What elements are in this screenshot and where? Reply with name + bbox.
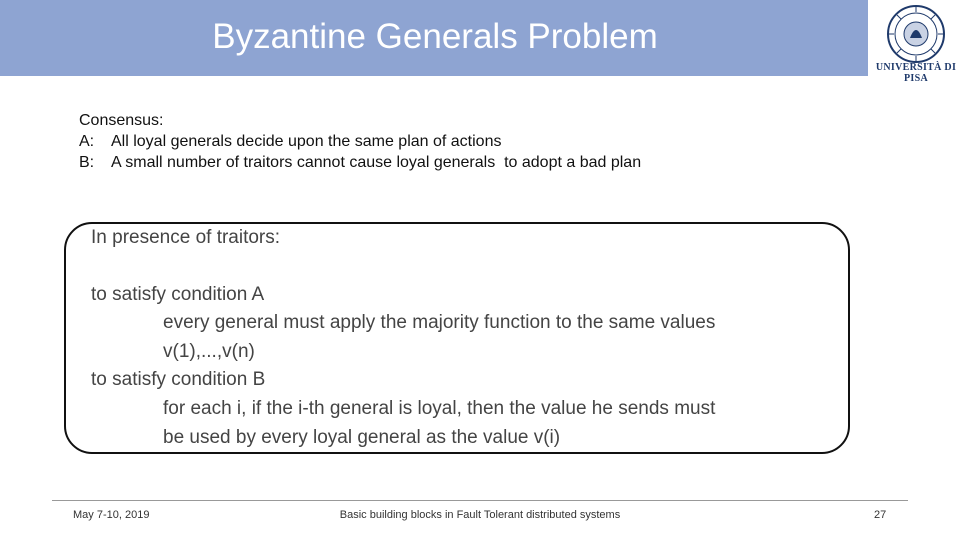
consensus-item-a	[79, 131, 641, 152]
condition-b-line-1: for each i, if the i-th general is loyal, then the value he sends must	[163, 397, 716, 419]
condition-a-line-2: v(1),...,v(n)	[163, 340, 255, 362]
consensus-tag-a: A:	[79, 133, 95, 150]
consensus-text-a: All loyal generals decide upon the same plan of actions	[111, 133, 502, 150]
logo-caption: UNIVERSITÀ DI PISA	[875, 62, 957, 84]
consensus-item-b	[79, 152, 641, 173]
condition-b-label: to satisfy condition B	[91, 369, 266, 391]
consensus-block	[79, 110, 641, 173]
footer-title: Basic building blocks in Fault Tolerant distributed systems	[339, 509, 621, 521]
condition-b-line-2: be used by every loyal general as the value v(i)	[163, 426, 561, 448]
footer-date: May 7-10, 2019	[73, 509, 150, 521]
traitors-box-content	[91, 224, 851, 452]
consensus-heading: Consensus:	[79, 112, 164, 129]
condition-a-line-1: every general must apply the majority function to the same values	[163, 312, 716, 334]
footer-divider	[52, 500, 908, 501]
condition-a-label: to satisfy condition A	[91, 283, 265, 305]
page-number: 27	[874, 509, 887, 521]
box-intro: In presence of traitors:	[91, 227, 281, 248]
consensus-tag-b: B:	[79, 154, 95, 171]
slide-title: Byzantine Generals Problem	[212, 17, 658, 56]
consensus-text-b: A small number of traitors cannot cause loyal generals to adopt a bad plan	[111, 154, 642, 171]
